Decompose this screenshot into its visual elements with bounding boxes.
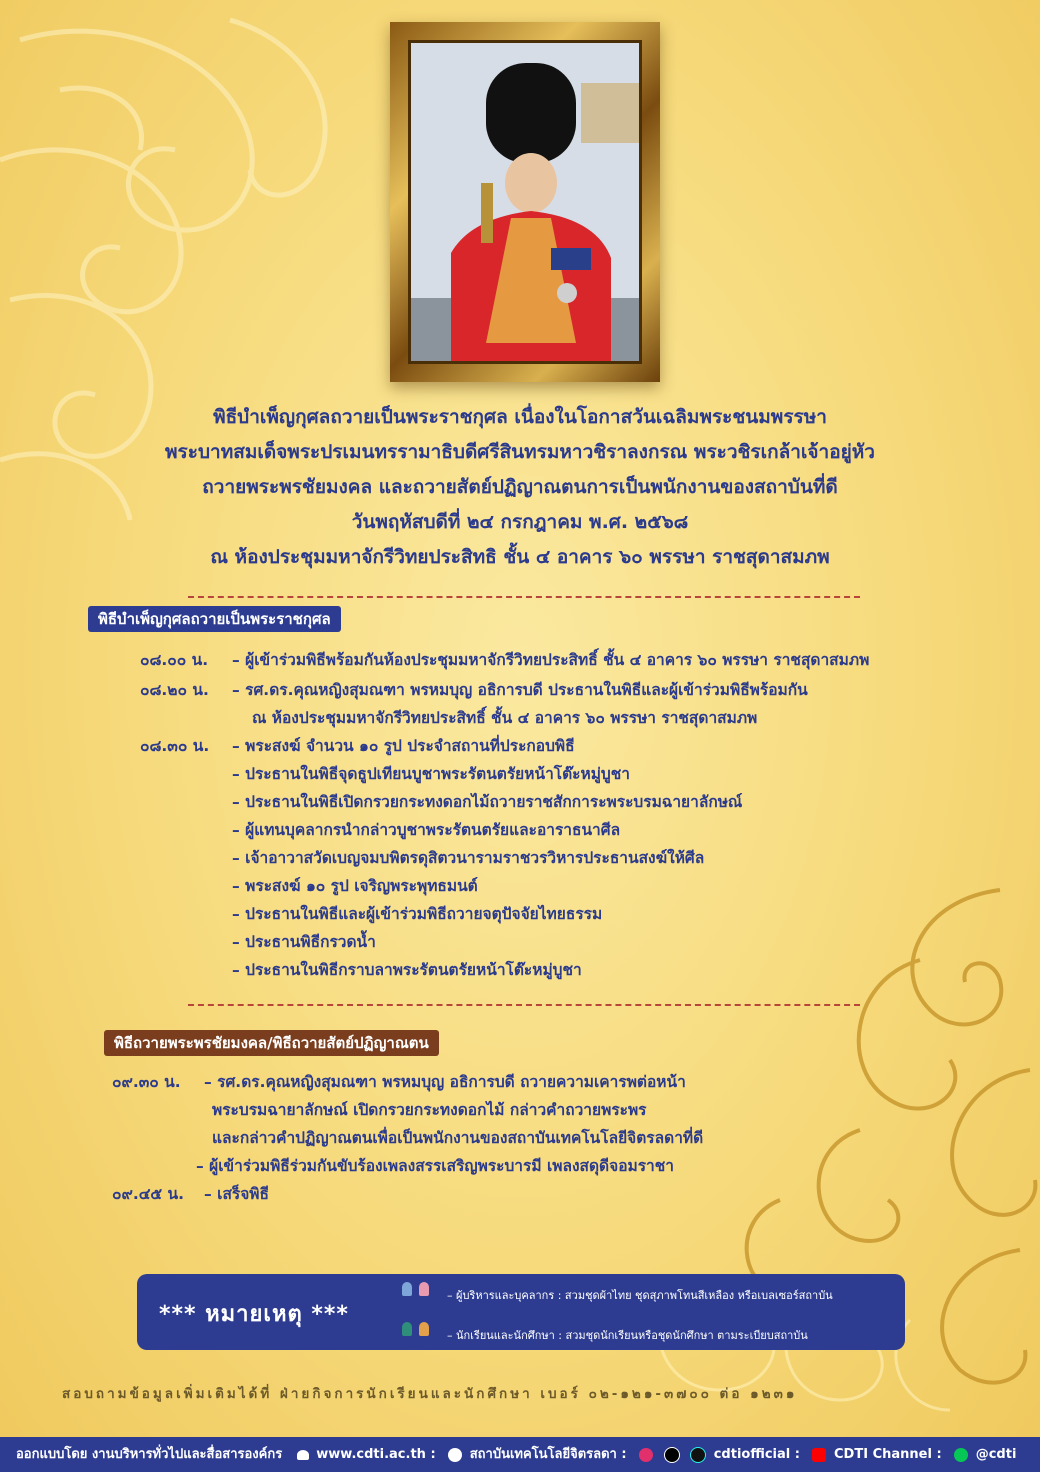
section1-label: พิธีบำเพ็ญกุศลถวายเป็นพระราชกุศล — [88, 606, 341, 632]
schedule-text: – รศ.ดร.คุณหญิงสุมณฑา พรหมบุญ อธิการบดี ประธานในพิธีและผู้เข้าร่วมพิธีพร้อมกัน — [232, 681, 808, 699]
schedule-row — [140, 844, 704, 872]
divider-top — [188, 596, 860, 598]
instagram-icon — [639, 1448, 653, 1462]
footer-line-handle[interactable]: @cdti — [975, 1447, 1017, 1462]
schedule-time: ๐๘.๓๐ น. — [140, 737, 210, 755]
schedule-text: – ประธานในพิธีกราบลาพระรัตนตรัยหน้าโต๊ะหมู่บูชา — [232, 961, 582, 979]
line-icon — [954, 1448, 968, 1462]
tiktok-icon — [690, 1447, 706, 1463]
schedule-text: – ผู้เข้าร่วมพิธีร่วมกันขับร้องเพลงสรรเสริญพระบารมี เพลงสดุดีจอมราชา — [196, 1157, 674, 1175]
title-line-2: พระบาทสมเด็จพระปรเมนทรรามาธิบดีศรีสินทรมหาวชิราลงกรณ พระวชิรเกล้าเจ้าอยู่หัว — [165, 441, 875, 463]
schedule-time: ๐๙.๓๐ น. — [112, 1073, 181, 1091]
schedule-time: ๐๘.๐๐ น. — [140, 651, 209, 669]
schedule-row — [140, 928, 376, 956]
schedule-row — [112, 1068, 686, 1096]
event-date: วันพฤหัสบดีที่ ๒๔ กรกฎาคม พ.ศ. ๒๕๖๘ — [351, 511, 689, 533]
schedule-row — [112, 1152, 674, 1180]
schedule-text: ณ ห้องประชุมมหาจักรีวิทยประสิทธิ์ ชั้น ๔ อาคาร ๖๐ พรรษา ราชสุดาสมภพ — [252, 709, 758, 727]
schedule-text: – ประธานในพิธีจุดธูปเทียนบูชาพระรัตนตรัยหน้าโต๊ะหมู่บูชา — [232, 765, 630, 783]
title-line-1: พิธีบำเพ็ญกุศลถวายเป็นพระราชกุศล เนื่องในโอกาสวันเฉลิมพระชนมพรรษา — [213, 406, 827, 428]
schedule-row — [140, 676, 808, 704]
schedule-row — [140, 816, 620, 844]
staff-person-icon — [402, 1282, 412, 1296]
schedule-row — [140, 956, 582, 984]
staff-person-icon — [419, 1282, 429, 1296]
youtube-icon — [812, 1448, 826, 1462]
remark-student-dress: – นักเรียนและนักศึกษา : สวมชุดนักเรียนหรือชุดนักศึกษา ตามระเบียบสถาบัน — [447, 1329, 808, 1342]
schedule-row — [140, 646, 869, 674]
schedule-row — [140, 788, 742, 816]
footer-youtube-link[interactable]: CDTI Channel : — [834, 1447, 942, 1462]
title-line-3: ถวายพระพรชัยมงคล และถวายสัตย์ปฏิญาณตนการเป็นพนักงานของสถาบันที่ดี — [202, 476, 838, 498]
facebook-icon — [448, 1448, 462, 1462]
schedule-row — [112, 1124, 703, 1152]
student-person-icon — [419, 1322, 429, 1336]
contact-info: สอบถามข้อมูลเพิ่มเติมได้ที่ ฝ่ายกิจการนักเรียนและนักศึกษา เบอร์ ๐๒-๑๒๑-๓๗๐๐ ต่อ ๑๒๓๑ — [62, 1386, 798, 1402]
footer-social-handle[interactable]: cdtiofficial : — [713, 1447, 800, 1462]
wifi-icon — [297, 1450, 309, 1460]
remark-staff-dress: – ผู้บริหารและบุคลากร : สวมชุดผ้าไทย ชุดสุภาพโทนสีเหลือง หรือเบลเซอร์สถาบัน — [447, 1289, 833, 1302]
schedule-row — [112, 1096, 647, 1124]
divider-middle — [188, 1004, 860, 1006]
schedule-text: – รศ.ดร.คุณหญิงสุมณฑา พรหมบุญ อธิการบดี ถวายความเคารพต่อหน้า — [204, 1073, 686, 1091]
schedule-row — [140, 704, 757, 732]
footer-bar — [0, 1437, 1040, 1472]
portrait-frame — [390, 22, 660, 382]
remark-title: *** หมายเหตุ *** — [159, 1302, 349, 1327]
schedule-text: พระบรมฉายาลักษณ์ เปิดกรวยกระทงดอกไม้ กล่าวคำถวายพระพร — [212, 1101, 647, 1119]
schedule-time: ๐๙.๔๕ น. — [112, 1185, 185, 1203]
schedule-time: ๐๘.๒๐ น. — [140, 681, 209, 699]
schedule-text: – ผู้เข้าร่วมพิธีพร้อมกันห้องประชุมมหาจักรีวิทยประสิทธิ์ ชั้น ๔ อาคาร ๖๐ พรรษา ราชสุดาสมภพ — [232, 651, 870, 669]
schedule-row — [112, 1180, 269, 1208]
schedule-text: – ประธานในพิธีและผู้เข้าร่วมพิธีถวายจตุปัจจัยไทยธรรม — [232, 905, 603, 923]
footer-website-link[interactable]: www.cdti.ac.th : — [316, 1447, 436, 1462]
schedule-row — [140, 872, 478, 900]
footer-facebook-link[interactable]: สถาบันเทคโนโลยีจิตรลดา : — [469, 1447, 627, 1462]
schedule-text: – เสร็จพิธี — [204, 1185, 269, 1203]
remark-box — [137, 1274, 905, 1350]
schedule-row — [140, 900, 602, 928]
schedule-text: – เจ้าอาวาสวัดเบญจมบพิตรดุสิตวนารามราชวรวิหารประธานสงฆ์ให้ศีล — [232, 849, 705, 867]
event-venue: ณ ห้องประชุมมหาจักรีวิทยประสิทธิ ชั้น ๔ อาคาร ๖๐ พรรษา ราชสุดาสมภพ — [210, 546, 830, 568]
schedule-row — [140, 732, 575, 760]
footer-designed-by: ออกแบบโดย งานบริหารทั่วไปและสื่อสารองค์กร — [16, 1447, 283, 1462]
section2-label: พิธีถวายพระพรชัยมงคล/พิธีถวายสัตย์ปฏิญาณตน — [104, 1030, 439, 1056]
x-icon — [664, 1447, 680, 1463]
schedule-text: และกล่าวคำปฏิญาณตนเพื่อเป็นพนักงานของสถาบันเทคโนโลยีจิตรลดาที่ดี — [212, 1129, 704, 1147]
event-title-block — [60, 400, 980, 575]
schedule-text: – ประธานในพิธีเปิดกรวยกระทงดอกไม้ถวายราชสักการะพระบรมฉายาลักษณ์ — [232, 793, 743, 811]
schedule-text: – พระสงฆ์ ๑๐ รูป เจริญพระพุทธมนต์ — [232, 877, 478, 895]
schedule-text: – ประธานพิธีกรวดน้ำ — [232, 933, 376, 951]
schedule-text: – พระสงฆ์ จำนวน ๑๐ รูป ประจำสถานที่ประกอบพิธี — [232, 737, 575, 755]
royal-portrait-image — [408, 40, 642, 364]
schedule-text: – ผู้แทนบุคลากรนำกล่าวบูชาพระรัตนตรัยและอาราธนาศีล — [232, 821, 621, 839]
schedule-row — [140, 760, 630, 788]
student-person-icon — [402, 1322, 412, 1336]
